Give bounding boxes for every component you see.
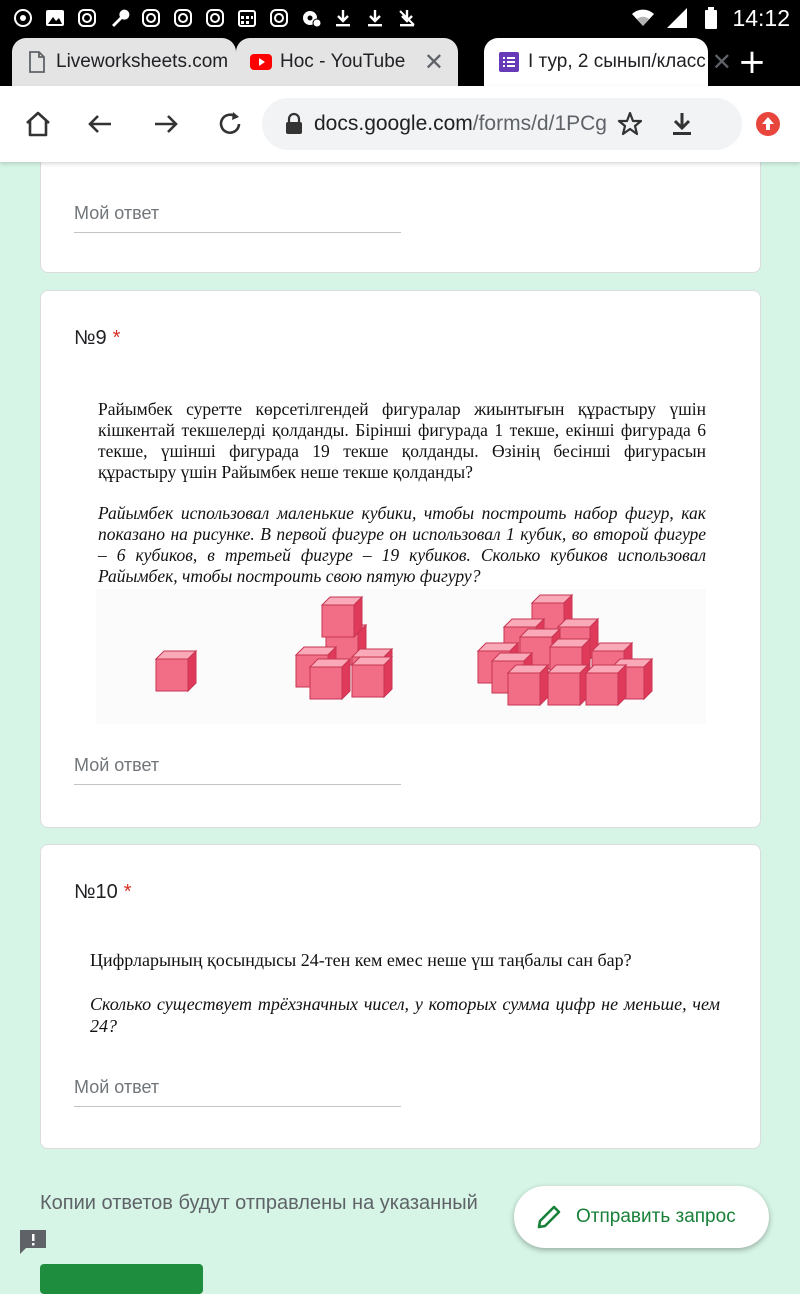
answer-input-q9[interactable]: Мой ответ <box>74 755 401 785</box>
close-icon[interactable]: ✕ <box>711 48 732 76</box>
signal-icon <box>664 5 690 31</box>
question-number: №9 <box>74 327 107 349</box>
cube <box>352 657 392 697</box>
download-icon <box>330 5 356 31</box>
status-bar <box>0 0 800 36</box>
submit-button[interactable] <box>40 1264 203 1294</box>
cube <box>156 651 196 691</box>
reload-icon <box>215 109 245 139</box>
address-bar[interactable] <box>262 98 742 150</box>
question-card-9 <box>40 290 761 828</box>
instagram-icon <box>266 5 292 31</box>
document-icon <box>26 51 48 73</box>
lock-icon <box>274 113 314 135</box>
download-page-button[interactable] <box>656 98 708 150</box>
instagram-icon <box>170 5 196 31</box>
reload-button[interactable] <box>206 100 254 148</box>
email-copy-note: Копии ответов будут отправлены на указанный <box>40 1192 478 1214</box>
tab-title: I тур, 2 сынып/класс <box>528 51 706 72</box>
instagram-icon <box>138 5 164 31</box>
cube <box>508 665 548 705</box>
question-card-10 <box>40 844 761 1149</box>
pencil-icon <box>534 1202 564 1232</box>
notification-icons <box>0 5 420 31</box>
tab-title: Нос - YouTube <box>280 51 406 72</box>
tab-liveworksheets[interactable] <box>12 38 236 86</box>
forms-icon <box>498 51 520 73</box>
cube <box>310 659 350 699</box>
wrench-icon <box>106 5 132 31</box>
instagram-icon <box>202 5 228 31</box>
send-request-label: Отправить запрос <box>576 1206 736 1227</box>
image-icon <box>42 5 68 31</box>
system-indicators <box>630 0 790 36</box>
back-button[interactable] <box>76 100 124 148</box>
instagram-icon <box>74 5 100 31</box>
feedback-icon <box>18 1228 48 1256</box>
question-title-9 <box>74 327 120 350</box>
home-button[interactable] <box>14 100 62 148</box>
question-text-kz: Цифрларының қосындысы 24-тен кем емес неше үш таңбалы сан бар? <box>90 950 632 970</box>
youtube-icon <box>250 51 272 73</box>
required-mark: * <box>112 327 121 349</box>
url-path: /forms/d/1PCg <box>472 112 607 135</box>
tab-forms[interactable] <box>484 38 732 86</box>
update-button[interactable] <box>744 100 792 148</box>
star-icon <box>616 110 644 138</box>
wifi-icon <box>630 5 656 31</box>
download-icon <box>362 5 388 31</box>
whatsapp-icon <box>10 5 36 31</box>
question-text-ru: Райымбек использовал маленькие кубики, чтобы построить набор фигур, как показано на рисунке. В первой фигуре он использовал 1 кубик, во второй фигуре – 6 кубиков, в третьей фигуре – 19 кубиков. Сколько кубиков использовал Райымбек, чтобы построить свою пятую фигуру? <box>98 503 706 586</box>
tab-title: Liveworksheets.com <box>56 51 229 72</box>
answer-input-q8[interactable]: Мой ответ <box>74 203 401 233</box>
arrow-right-icon <box>151 109 181 139</box>
close-icon[interactable]: ✕ <box>423 48 444 76</box>
browser-toolbar <box>0 86 800 162</box>
cube-figures-image <box>96 589 706 724</box>
url-text[interactable] <box>314 112 607 136</box>
send-request-button[interactable] <box>514 1186 769 1248</box>
cube <box>548 665 588 705</box>
settings-alert-icon <box>298 5 324 31</box>
tab-youtube[interactable] <box>236 38 458 86</box>
question-number: №10 <box>74 881 118 903</box>
arrow-left-icon <box>85 109 115 139</box>
feedback-button[interactable] <box>18 1228 48 1256</box>
new-tab-button[interactable]: + <box>737 42 767 82</box>
download-off-icon <box>394 5 420 31</box>
status-time: 14:12 <box>732 4 790 31</box>
cube <box>322 597 362 637</box>
question-text-ru: Сколько существует трёхзначных чисел, у которых сумма цифр не меньше, чем 24? <box>90 994 720 1036</box>
forward-button[interactable] <box>142 100 190 148</box>
url-host: docs.google.com <box>314 112 473 135</box>
calendar-icon <box>234 5 260 31</box>
question-title-10 <box>74 881 132 904</box>
home-icon <box>23 109 53 139</box>
tab-strip <box>0 36 800 86</box>
required-mark: * <box>123 881 132 903</box>
bookmark-star-button[interactable] <box>604 98 656 150</box>
question-text-kz: Райымбек суретте көрсетілгендей фигуралар жиынтығын құрастыру үшін кішкентай текшелерді қолданды. Бірінші фигурада 1 текше, екінші фигурада 6 текше, үшінші фигурада 19 текше қолданды. Өзінің бесінші фигурасын құрастыру үшін Райымбек неше текше қолданды? <box>98 399 706 482</box>
download-icon <box>669 110 695 138</box>
cube <box>586 665 626 705</box>
answer-input-q10[interactable]: Мой ответ <box>74 1077 401 1107</box>
update-arrow-icon <box>754 110 782 138</box>
battery-icon <box>698 5 724 31</box>
